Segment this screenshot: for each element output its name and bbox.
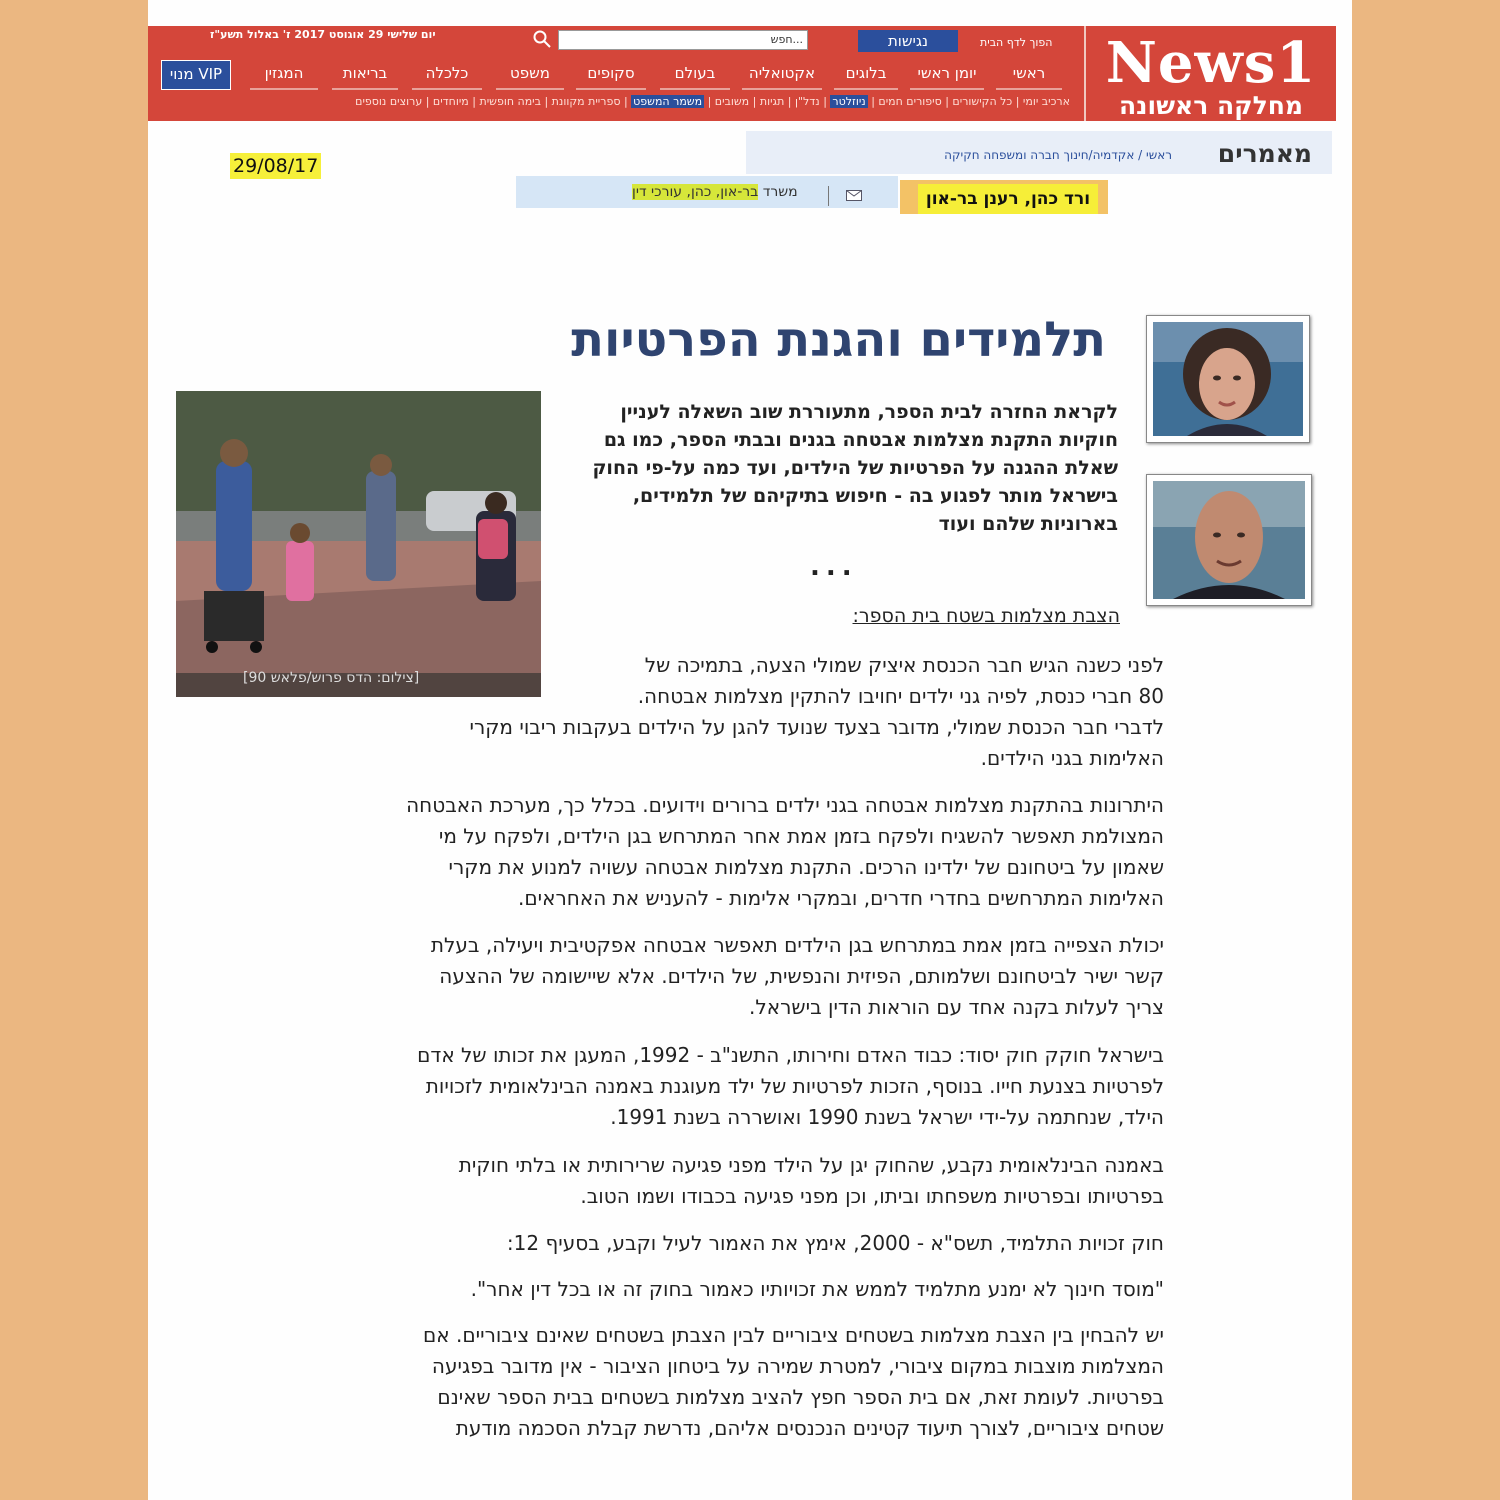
nav-daily[interactable]: יומן ראשי	[910, 60, 984, 90]
paragraph-2: היתרונות בהתקנת מצלמות אבטחה בגני ילדים ברורים וידועים. בכלל כך, מערכת האבטחה המצולמת תאפשר להשגיח ולפקח בזמן אמת אחר המתרחש בגן הילדים, ולפקח על מי שאמון על ביטחונם של ילדינו הרכים. התקנת מצלמות אבטחה עשויה למנוע את מקרי האלימות המתרחשים בחדרי חדרים, ובמקרי אלימות - להעניש את האחראים.	[406, 793, 1164, 910]
breadcrumb[interactable]: ראשי / אקדמיה/חינוך חברה ומשפחה חקיקה	[944, 148, 1172, 162]
nav-magazine[interactable]: המגזין	[250, 60, 318, 90]
mail-icon[interactable]	[846, 190, 862, 201]
sub-nav-law-watch[interactable]: משמר המשפט	[633, 95, 703, 108]
paragraph-6: חוק זכויות התלמיד, תשס"א - 2000, אימץ את האמור לעיל וקבע, בסעיף 12:	[506, 1231, 1164, 1255]
nav-economy[interactable]: כלכלה	[412, 60, 482, 90]
paragraph-4: בישראל חוקק חוק יסוד: כבוד האדם וחירותו, התשנ"ב - 1992, המעגן את זכותו של אדם לפרטיות בצנעת חייו. בנוסף, הזכות לפרטיות של ילד מעוגנת באמנה הבינלאומית לזכויות הילד, שנחתמה על-ידי ישראל בשנת 1990 ואושררה בשנת 1991.	[417, 1043, 1164, 1129]
nav-world[interactable]: בעולם	[660, 60, 730, 90]
header-date: יום שלישי 29 אוגוסט 2017 ז' באלול תשע"ז	[210, 28, 436, 41]
nav-current[interactable]: אקטואליה	[742, 60, 822, 90]
paragraph-5: באמנה הבינלאומית נקבע, שהחוק יגן על הילד מפני פגיעה שרירותית או בלתי חוקית בפרטיותו ובפרטיות משפחתו וביתו, וכן מפני פגיעה בכבודו ושמו הטוב.	[458, 1153, 1164, 1208]
nav-blogs[interactable]: בלוגים	[834, 60, 898, 90]
section-title: מאמרים	[1217, 139, 1312, 168]
nav-law[interactable]: משפט	[496, 60, 564, 90]
law-firm: משרד בר-און, כהן, עורכי דין	[632, 184, 798, 200]
article-date: 29/08/17	[230, 153, 321, 179]
scanned-page	[148, 0, 1352, 1500]
article-subheading: הצבת מצלמות בשטח בית הספר:	[852, 605, 1120, 627]
sub-nav-group-1[interactable]: ארכיב יומי | כל הקישורים | סיפורים חמים |	[871, 95, 1070, 108]
site-header	[148, 26, 1336, 121]
search-icon[interactable]	[532, 29, 552, 49]
author-names[interactable]: ורד כהן, רענן בר-און	[918, 184, 1098, 214]
paragraph-8: יש להבחין בין הצבת מצלמות בשטחים ציבוריים לבין הצבתן בשטחים שאינם ציבוריים. אם המצלמות מוצבות במקום ציבורי, למטרת שמירה על ביטחון הציבור - אין מדובר בפגיעה בפרטיות. לעומת זאת, אם בית הספר חפץ להציב מצלמות בשטחים בבית הספר שאינם שטחים ציבוריים, לצורך תיעוד קטינים הנכנסים אליהם, נדרשת קבלת הסכמה מודעת	[423, 1323, 1164, 1440]
paragraph-3: יכולת הצפייה בזמן אמת במתרחש בגן הילדים תאפשר אבטחה אפקטיבית ויעילה, בעלת קשר ישיר לביטחונם ושלמותם, הפיזית והנפשית, של הילדים. אלא שיישומה של ההצעה צריך לעלות בקנה אחד עם הוראות הדין בישראל.	[430, 933, 1164, 1019]
search-input[interactable]: ...חפש	[558, 30, 808, 50]
law-firm-name[interactable]: בר-און, כהן, עורכי דין	[632, 184, 759, 200]
separator-dots: ...	[810, 552, 858, 582]
nav-home[interactable]: ראשי	[996, 60, 1062, 90]
logo-subtitle: מחלקה ראשונה	[1119, 91, 1303, 120]
make-homepage-link[interactable]: הפוך לדף הבית	[980, 36, 1053, 49]
nav-health[interactable]: בריאות	[332, 60, 398, 90]
photo-caption: [צילום: הדס פרוש/פלאש 90]	[243, 670, 420, 686]
sub-nav-group-2[interactable]: | נדל"ן | תגיות | משובים |	[707, 95, 827, 108]
author-photo-woman	[1146, 315, 1310, 443]
paragraph-1: לפני כשנה הגיש חבר הכנסת איציק שמולי הצעה, בתמיכה של 80 חברי כנסת, לפיה גני ילדים יחויבו להתקין מצלמות אבטחה. לדברי חבר הכנסת שמולי, מדובר בצעד שנועד להגן על הילדים בעקבות ריבוי מקרי האלימות בגני הילדים.	[469, 653, 1164, 770]
nav-vip[interactable]: מנוי VIP	[161, 60, 231, 90]
accessibility-button[interactable]: נגישות	[858, 30, 958, 52]
article-lede: לקראת החזרה לבית הספר, מתעוררת שוב השאלה לעניין חוקיות התקנת מצלמות אבטחה בגנים ובבתי הספר, כמו גם שאלת ההגנה על הפרטיות של הילדים, ועד כמה על-פי החוק בישראל מותר לפגוע בה - חיפוש בתיקיהם של תלמידים, בארוניות שלהם ועוד	[592, 401, 1118, 535]
sub-nav-newsletter[interactable]: ניוזלטר	[832, 95, 866, 108]
secondary-nav	[158, 92, 1070, 112]
paragraph-7-quote: "מוסד חינוך לא ימנע מתלמיד לממש את זכויותיו כאמור בחוק זה או בכל דין אחר".	[470, 1277, 1164, 1301]
main-nav	[158, 60, 1080, 90]
portrait-woman-image	[1147, 316, 1309, 442]
author-photo-man	[1146, 474, 1312, 606]
sub-nav-group-3[interactable]: | ספריית מקוונת | בימה חופשית | מיוחדים | ערוצים נוספים	[355, 95, 628, 108]
article-title: תלמידים והגנת הפרטיות	[571, 312, 1106, 368]
logo-name: News1	[1105, 30, 1317, 96]
divider	[828, 186, 829, 206]
nav-scoops[interactable]: סקופים	[576, 60, 646, 90]
section-bar	[746, 131, 1332, 174]
site-logo[interactable]	[1084, 26, 1336, 121]
portrait-man-image	[1147, 475, 1311, 605]
